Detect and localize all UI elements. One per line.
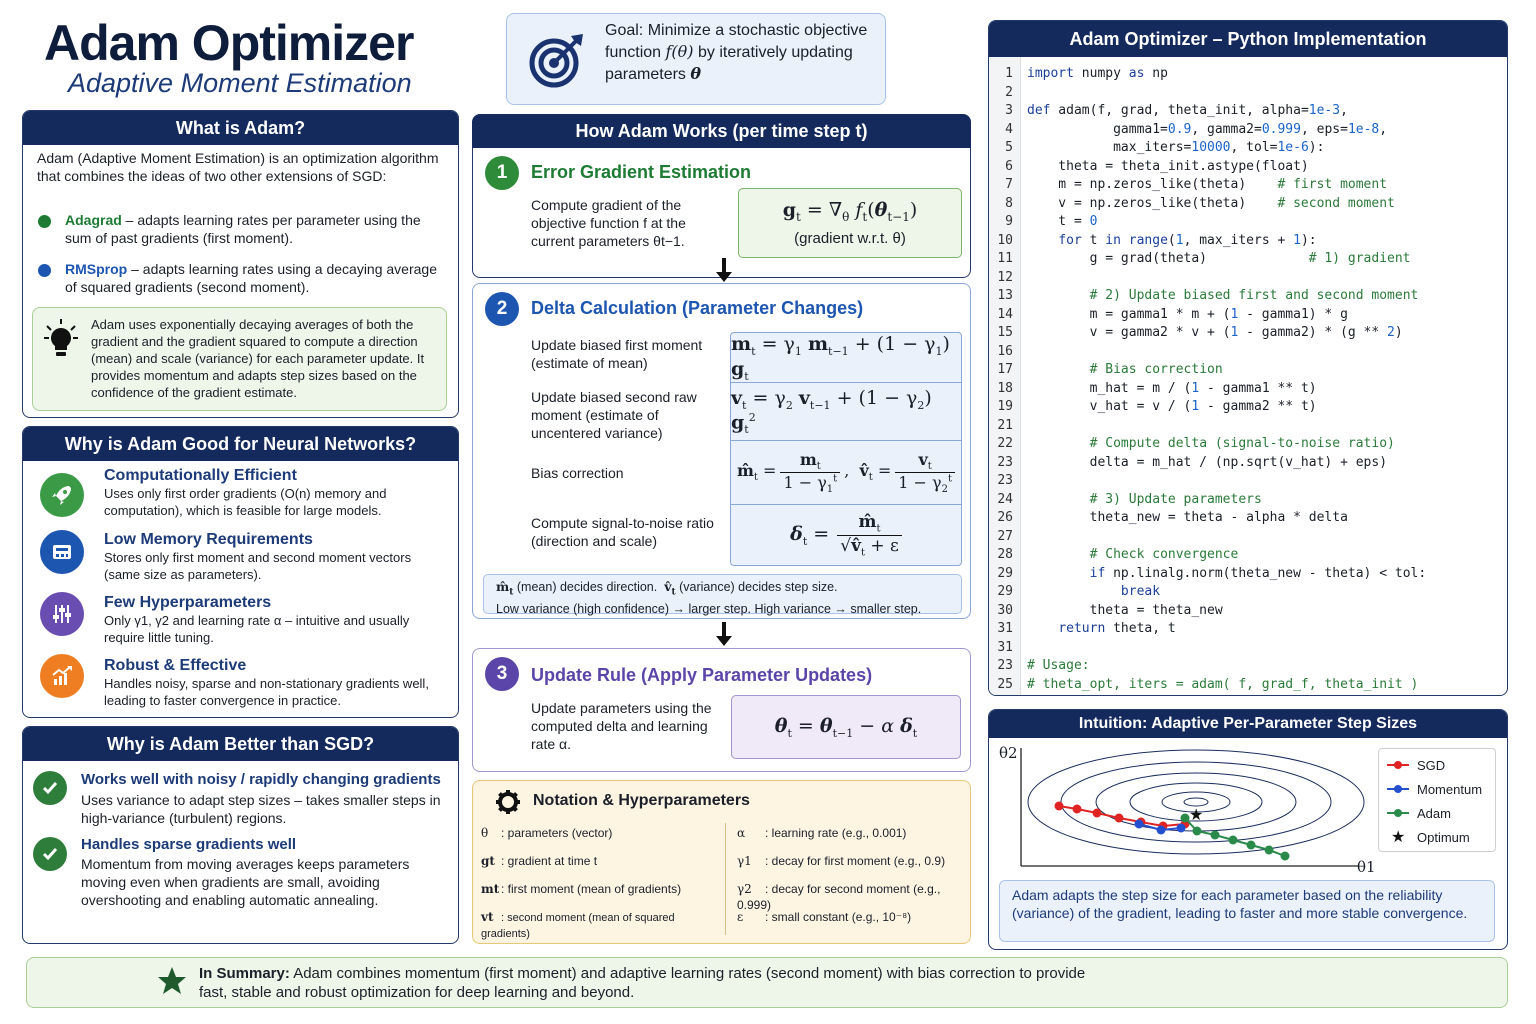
step2-row-label: Bias correction [531,465,624,481]
path-point [1193,827,1202,836]
check-icon [33,837,67,871]
intuition-panel [988,709,1508,950]
line-number: 16 [997,343,1013,359]
path-point [1157,826,1166,835]
path-point [1265,846,1274,855]
line-number: 31 [997,639,1013,655]
code-heading: Adam Optimizer – Python Implementation [989,21,1507,57]
code-line [989,546,1504,565]
code-text: import numpy as np [1027,66,1168,81]
code-line [989,565,1504,584]
code-line [989,158,1504,177]
code-line [989,509,1504,528]
flow-arrowhead-icon [716,272,732,282]
line-number: 12 [997,269,1013,285]
update-formula: $\theta_t = \theta_{t-1} - \alpha$ $\delta_t$ [731,695,961,759]
legend-item [1387,755,1445,775]
why-nn-panel [22,426,459,718]
sgd-benefit-title: Handles sparse gradients well [81,836,297,853]
line-number: 7 [1005,177,1013,192]
why-sgd-heading: Why is Adam Better than SGD? [23,727,458,761]
line-number: 26 [997,510,1013,525]
code-text: theta = theta_init.astype(float) [1027,158,1309,174]
line-number: 5 [1005,140,1013,155]
line-number: 13 [997,288,1013,303]
code-line [989,213,1504,232]
path-point [1229,836,1238,845]
line-number: 17 [997,362,1013,377]
adam-tip-text: Adam uses exponentially decaying averages of both the gradient and the gradient squared to compute a direction (mean) and scale (variance) for each parameter update. It provides momentum and adapts step sizes based on the confidence of the gradient estimate. [91,317,425,400]
gradient-formula: $g_t = \nabla_\theta$ $f_t(\theta_{t-1})$ (gradient w.r.t. θ) [738,188,962,258]
step2-row-label: Update biased first moment (estimate of mean) [531,337,703,371]
benefit-desc: Only γ1, γ2 and learning rate α – intuitive and usually require little tuning. [104,613,410,645]
adam-tip-box [32,307,447,411]
code-text: m_hat = m / (1 - gamma1 ** t) [1027,380,1317,396]
code-text: def adam(f, grad, theta_init, alpha=1e-3, [1027,103,1348,118]
target-icon [527,30,587,90]
plot-legend [1378,748,1496,852]
step2-row-label: Compute signal-to-noise ratio (direction and scale) [531,515,714,549]
step1-desc: Compute gradient of the objective function f at the current parameters θt−1. [531,197,686,249]
step1-number: 1 [485,156,519,190]
code-line [989,343,1504,362]
line-number: 31 [997,621,1013,636]
path-point [1073,805,1082,814]
line-number: 19 [997,399,1013,414]
code-text: # Usage: [1027,658,1090,673]
benefit-title: Computationally Efficient [104,467,297,484]
code-text: delta = m_hat / (np.sqrt(v_hat) + eps) [1027,454,1388,470]
line-number: 27 [997,528,1013,544]
step3-desc: Update parameters using the computed delta and learning rate α. [531,700,712,752]
legend-item [1387,803,1451,823]
code-line [989,139,1504,158]
code-text: # theta_opt, iters = adam( f, grad_f, theta_init ) [1027,676,1419,692]
path-point [1177,824,1186,833]
line-number: 24 [997,491,1013,507]
y-axis-label: θ2 [999,744,1018,762]
code-line [989,620,1504,639]
step2-panel [472,283,971,619]
what-is-adam-heading: What is Adam? [23,111,458,145]
step3-number: 3 [485,657,519,691]
step3-title: Update Rule (Apply Parameter Updates) [531,665,873,685]
x-axis-label: θ1 [1357,858,1376,876]
code-text: g = grad(theta) # 1) gradient [1027,251,1411,266]
first-moment-formula: $m_t = \gamma_1$ $m_{t-1} + (1 - \gamma_1)$ $g_t$ [731,333,961,383]
intuition-heading: Intuition: Adaptive Per-Parameter Step Sizes [989,710,1507,738]
summary-bar [26,957,1508,1008]
benefit-desc: Stores only first moment and second moment vectors (same size as parameters). [104,550,412,582]
optimum-star-icon: ★ [1189,807,1204,824]
sliders-icon [40,592,84,636]
line-number: 23 [997,454,1013,470]
legend-label: Optimum [1417,829,1470,845]
line-number: 4 [1005,121,1013,137]
path-point [1211,831,1220,840]
code-line [989,639,1504,658]
code-text: return theta, t [1058,621,1176,636]
summary-text: In Summary: Adam combines momentum (first moment) and adaptive learning rates (second moment) with bias correction to provide fast, stable and robust optimization for deep learning and beyond. [199,965,1086,1001]
legend-label: Momentum [1417,781,1483,797]
code-line [989,435,1504,454]
why-sgd-panel [22,726,459,944]
code-line [989,250,1504,269]
rmsprop-bullet-icon [38,264,51,277]
code-text: if np.linalg.norm(theta_new - theta) < tol: [1089,565,1427,581]
code-text: m = gamma1 * m + (1 - gamma1) * g [1027,306,1348,322]
goal-text: Goal: Minimize a stochastic objective function f(θ) by iteratively updating parameters θ [605,22,868,83]
path-point [1093,809,1102,818]
notation-left-col: θ : parameters (vector) gt : gradient at time t mt : first moment (mean of gradients) vt : second moment (mean of squared gradients) [481,826,682,940]
code-text: break [1120,584,1161,599]
line-number: 21 [997,417,1013,433]
notation-panel [472,780,971,944]
gear-icon [495,789,521,815]
what-is-adam-panel [22,110,459,418]
benefit-title: Robust & Effective [104,657,247,674]
code-text: # 3) Update parameters [1089,491,1262,507]
goal-box [506,13,886,105]
code-line [989,361,1504,380]
benefit-desc: Handles noisy, sparse and non-stationary gradients well, leading to faster convergence in practice. [104,676,429,708]
benefit-title: Low Memory Requirements [104,531,313,548]
line-number: 3 [1005,103,1013,118]
page-title: Adam Optimizer [44,15,414,71]
line-number: 9 [1005,214,1013,229]
code-line [989,676,1504,695]
code-body [989,65,1504,694]
legend-label: SGD [1417,757,1446,773]
code-panel [988,20,1508,696]
code-line [989,232,1504,251]
second-moment-formula: $v_t = \gamma_2$ $v_{t-1} + (1 - \gamma_2)$ $g_t^2$ [731,383,961,441]
line-number: 23 [997,473,1013,488]
rmsprop-item: RMSprop – adapts learning rates using a decaying average of squared gradients (second moment). [65,261,437,295]
code-text: for t in range(1, max_iters + 1): [1058,232,1317,248]
sgd-benefit-desc: Momentum from moving averages keeps parameters moving even when gradients are small, avoiding overshooting and enabling automatic annealing. [81,856,410,908]
code-line [989,121,1504,140]
line-number: 28 [997,547,1013,562]
check-icon [33,771,67,805]
line-marker-icon [1387,783,1409,795]
line-number: 11 [997,251,1013,266]
memory-icon [40,530,84,574]
code-line [989,65,1504,84]
code-line [989,528,1504,547]
code-text: t = 0 [1027,214,1098,229]
line-number: 8 [1005,195,1013,211]
line-number: 10 [997,232,1013,248]
page-subtitle: Adaptive Moment Estimation [68,68,412,98]
bias-correction-formula: $m̂_t$ = $\frac{m_t}{1 - \gamma_1^t}$ , $v̂_t$ = $\frac{v_t}{1 - \gamma_2^t}$ [731,441,961,505]
line-number: 29 [997,565,1013,581]
line-number: 30 [997,602,1013,618]
code-text: # Check convergence [1089,547,1239,562]
line-number: 2 [1005,84,1013,100]
code-line [989,269,1504,288]
path-point [1055,802,1064,811]
line-number: 23 [997,658,1013,673]
code-text: v = gamma2 * v + (1 - gamma2) * (g ** 2) [1027,325,1403,340]
code-line [989,195,1504,214]
code-line [989,84,1504,103]
code-line [989,472,1504,491]
code-text: # Bias correction [1089,362,1223,377]
rocket-icon [40,473,84,517]
sgd-benefit-desc: Uses variance to adapt step sizes – takes smaller steps in high-variance (turbulent) regions. [81,792,441,826]
code-line [989,287,1504,306]
code-line [989,454,1504,473]
star-icon [157,966,187,996]
code-line [989,583,1504,602]
step2-number: 2 [485,292,519,326]
code-text: # Compute delta (signal-to-noise ratio) [1089,436,1395,451]
chart-up-icon [40,654,84,698]
code-line [989,324,1504,343]
path-point [1247,841,1256,850]
legend-item [1387,827,1470,847]
benefit-title: Few Hyperparameters [104,594,272,611]
notation-divider [725,823,726,935]
code-line [989,602,1504,621]
line-number: 18 [997,380,1013,396]
line-marker-icon [1387,759,1409,771]
adagrad-bullet-icon [38,215,51,228]
delta-formula-stack [730,332,962,566]
step2-row-label: Update biased second raw moment (estimate of uncentered variance) [531,389,697,441]
code-text: v = np.zeros_like(theta) # second moment [1027,195,1395,211]
code-line [989,176,1504,195]
line-number: 29 [997,584,1013,599]
lightbulb-icon [43,318,79,358]
step3-panel [472,648,971,772]
code-line [989,491,1504,510]
adagrad-item: Adagrad – adapts learning rates per parameter using the sum of past gradients (first moment). [65,212,421,246]
legend-label: Adam [1417,805,1451,821]
line-number: 22 [997,436,1013,451]
line-number: 25 [997,676,1013,692]
step1-title: Error Gradient Estimation [531,162,752,182]
line-number: 14 [997,306,1013,322]
why-nn-heading: Why is Adam Good for Neural Networks? [23,427,458,461]
code-text: max_iters=10000, tol=1e-6): [1027,140,1325,155]
code-text: v_hat = v / (1 - gamma2 ** t) [1027,399,1317,414]
how-heading: How Adam Works (per time step t) [472,114,971,148]
step2-note: $m̂_t$ (mean) decides direction. $v̂_t$ (variance) decides step size. Low variance (high confidence) → larger step. High variance → smaller step. [483,574,962,614]
benefit-desc: Uses only first order gradients (O(n) memory and computation), which is feasible for large models. [104,486,387,518]
line-number: 15 [997,325,1013,340]
line-number: 6 [1005,158,1013,174]
code-line [989,657,1504,676]
sgd-benefit-title: Works well with noisy / rapidly changing gradients [81,771,441,788]
flow-arrowhead-icon [716,636,732,646]
code-text: gamma1=0.9, gamma2=0.999, eps=1e-8, [1027,121,1388,137]
notation-title: Notation & Hyperparameters [533,792,750,809]
legend-item [1387,779,1482,799]
code-text: # 2) Update biased first and second moment [1089,288,1419,303]
step2-title: Delta Calculation (Parameter Changes) [531,298,864,318]
star-marker-icon: ★ [1391,829,1406,846]
code-line [989,306,1504,325]
code-text: theta_new = theta - alpha * delta [1027,510,1348,525]
notation-right-col: α : learning rate (e.g., 0.001) γ1 : decay for first moment (e.g., 0.9) γ2 : decay for second moment (e.g., 0.999) ε : small constant (e.g., 10⁻⁸) [737,826,946,924]
path-point [1281,852,1290,861]
code-line [989,417,1504,436]
code-line [989,380,1504,399]
code-text: m = np.zeros_like(theta) # first moment [1027,177,1388,192]
path-point [1115,814,1124,823]
code-line [989,102,1504,121]
line-number: 1 [1005,66,1013,81]
what-intro: Adam (Adaptive Moment Estimation) is an optimization algorithm that combines the ideas of two other extensions of SGD: [37,150,439,184]
intuition-caption: Adam adapts the step size for each parameter based on the reliability (variance) of the gradient, leading to faster and more stable convergence. [999,880,1495,942]
path-point [1135,820,1144,829]
delta-formula: $\delta_t$ = $\frac{m̂_t}{√v̂_t + \varepsilon}$ [731,505,961,565]
line-marker-icon [1387,807,1409,819]
code-text: theta = theta_new [1027,602,1223,618]
code-line [989,398,1504,417]
